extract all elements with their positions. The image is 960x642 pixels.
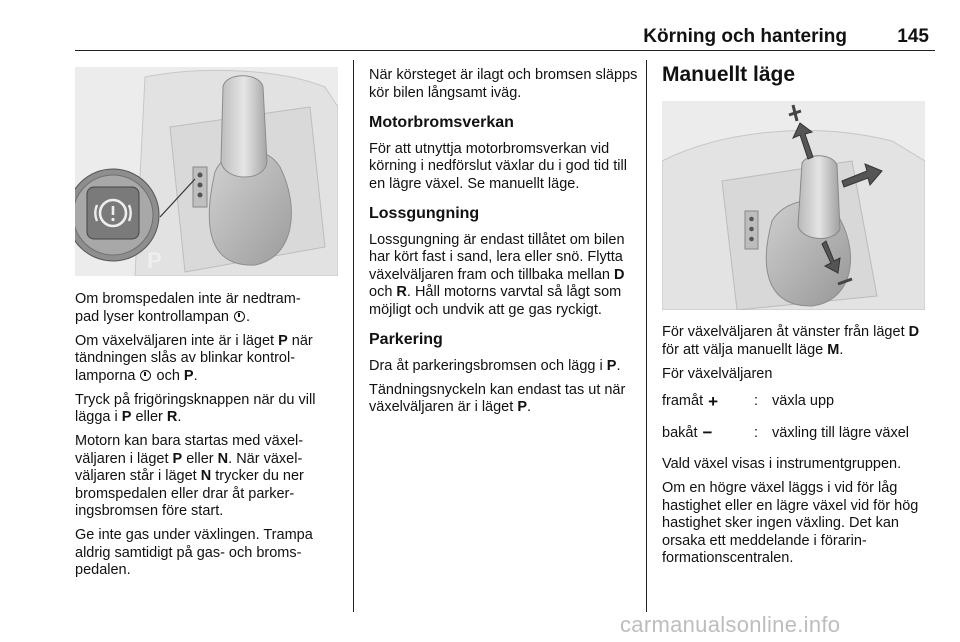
page-number: 145 [897,26,929,47]
paragraph-selector-not-p: Om växelväljaren inte är i läget P när tändningen slås av blinkar kontrollamporna och P. [75,332,313,384]
minus-icon: − [702,423,713,443]
paragraph-engine-braking: För att utnyttja motorbromsverkan vid körning i nedförslut växlar du i god tid till en lägre växel. Se manuellt läge. [369,140,627,192]
brake-warning-lamp-icon [140,370,151,381]
paragraph-parking: Dra åt parkeringsbromsen och lägg i P. [369,357,621,374]
manual-mode-drawing [662,101,925,310]
gear-selector-illustration [75,67,338,276]
heading-rocking: Lossgungning [369,205,480,222]
paragraph-rocking: Lossgungning är endast tillåtet om bilen har kört fast i sand, lera eller snö. Flytta växelväljaren fram och tillbaka mellan D och R. Håll motorns varvtal så lågt som möjligt och undvik att ge gas ryckigt. [369,231,625,318]
column-2 [369,67,639,423]
watermark-text: carmanualsonline.info [620,612,841,637]
shift-up-row: framåt + : växla upp [662,391,835,411]
park-letter-label: P [147,248,162,273]
paragraph-no-shift: Om en högre växel läggs i vid för låg hastighet eller en lägre växel vid för hög hastighet sker ingen växling. Det kan orsaka ett meddelande i förarinformationscentralen. [662,480,919,566]
brake-warning-lamp-icon [234,311,245,322]
column-divider-1 [353,60,354,612]
column-divider-2 [646,60,647,612]
heading-parking: Parkering [369,331,443,348]
paragraph-brake-lamp: Om bromspedalen inte är nedtram- pad lyser kontrollampan . [75,291,301,325]
paragraph-no-gas: Ge inte gas under växlingen. Trampa aldrig samtidigt på gas- och bromspedalen. [75,527,313,578]
paragraph-gear-display: Vald växel visas i instrumentgruppen. [662,456,902,472]
shift-down-row: bakåt − : växling till lägre växel [662,423,910,443]
page-header [75,0,935,51]
plus-icon: + [708,391,719,411]
column-1 [75,291,347,586]
gear-selector-drawing [75,67,338,276]
column-3 [662,324,930,574]
paragraph-move-selector: För växelväljaren [662,365,773,382]
paragraph-creep: När körsteget är ilagt och bromsen släpps kör bilen långsamt iväg. [369,67,638,101]
column-3-heading [662,63,930,98]
paragraph-select-manual: För växelväljaren åt vänster från läget D för att välja manuellt läge M. [662,324,920,358]
manual-mode-illustration [662,101,925,310]
heading-engine-braking: Motorbromsverkan [369,114,514,131]
paragraph-engine-start: Motorn kan bara startas med växelväljaren i läget P eller N. När växelväljaren står i läget N trycker du ner bromspedalen eller drar åt parkeringsbromsen före start. [75,433,304,519]
heading-manual-mode: Manuellt läge [662,63,796,86]
section-title: Körning och hantering [643,26,847,47]
paragraph-release-button: Tryck på frigöringsknappen när du vill lägga i P eller R. [75,391,316,425]
paragraph-ignition-key: Tändningsnyckeln kan endast tas ut när växelväljaren är i läget P. [369,381,626,415]
